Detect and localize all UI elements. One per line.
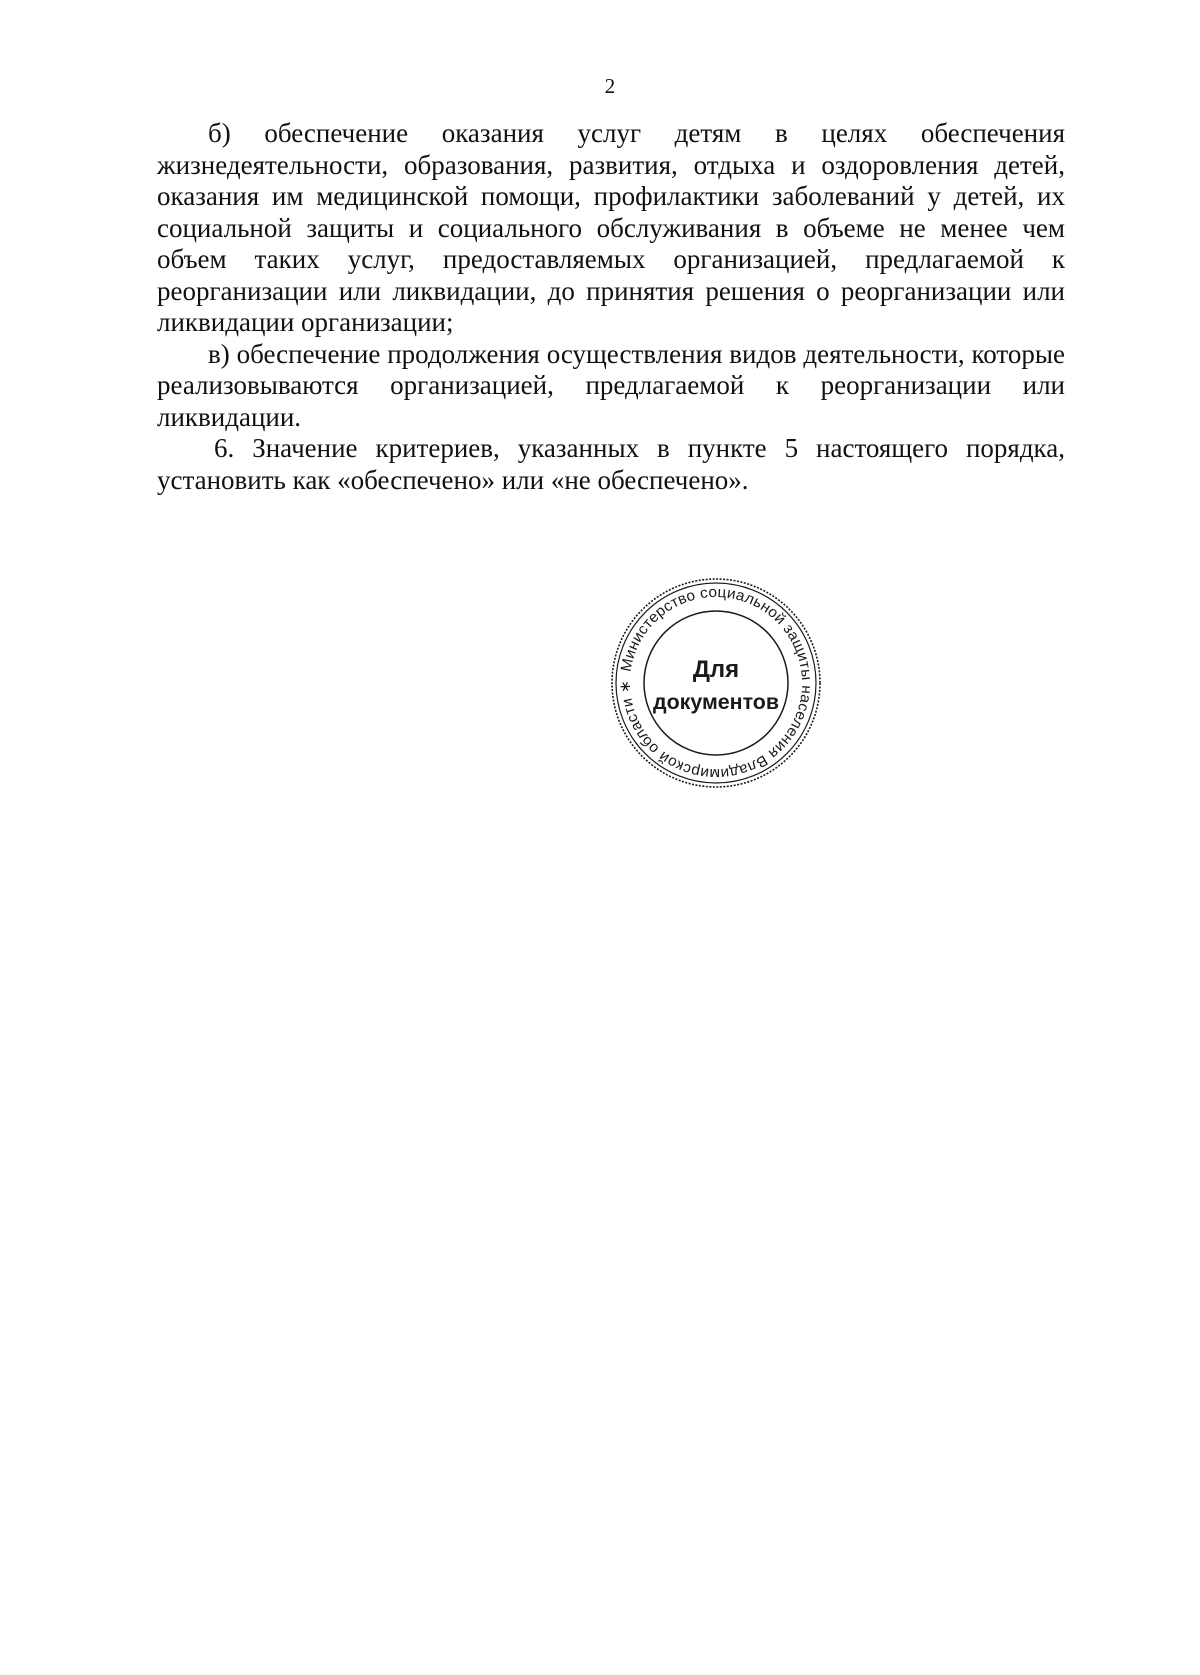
paragraph-b: б) обеспечение оказания услуг детям в целях обеспечения жизнедеятельности, образования, развития, отдыха и оздоровления детей, оказания им медицинской помощи, профилактики заболеваний у детей, их социальной защиты и социального обслуживания в объеме не менее чем объем таких услуг, предоставляемых организацией, предлагаемой к реорганизации или ликвидации, до принятия решения о реорганизации или ликвидации организации; [157,118,1065,337]
stamp-seal-graphic [608,575,824,791]
official-stamp [608,575,824,791]
paragraph-6: 6. Значение критериев, указанных в пункте 5 настоящего порядка, установить как «обеспечено» или «не обеспечено». [157,433,1065,495]
page-number: 2 [604,74,616,98]
document-body [157,118,1065,496]
stamp-center-line1: Для [692,656,740,683]
stamp-ring-textpath: Министерство социальной защиты населения Владимирской области ∗ [616,583,816,783]
stamp-center-line2: документов [653,691,780,714]
paragraph-v: в) обеспечение продолжения осуществления видов деятельности, которые реализовываются организацией, предлагаемой к реорганизации или ликвидации. [157,338,1065,432]
